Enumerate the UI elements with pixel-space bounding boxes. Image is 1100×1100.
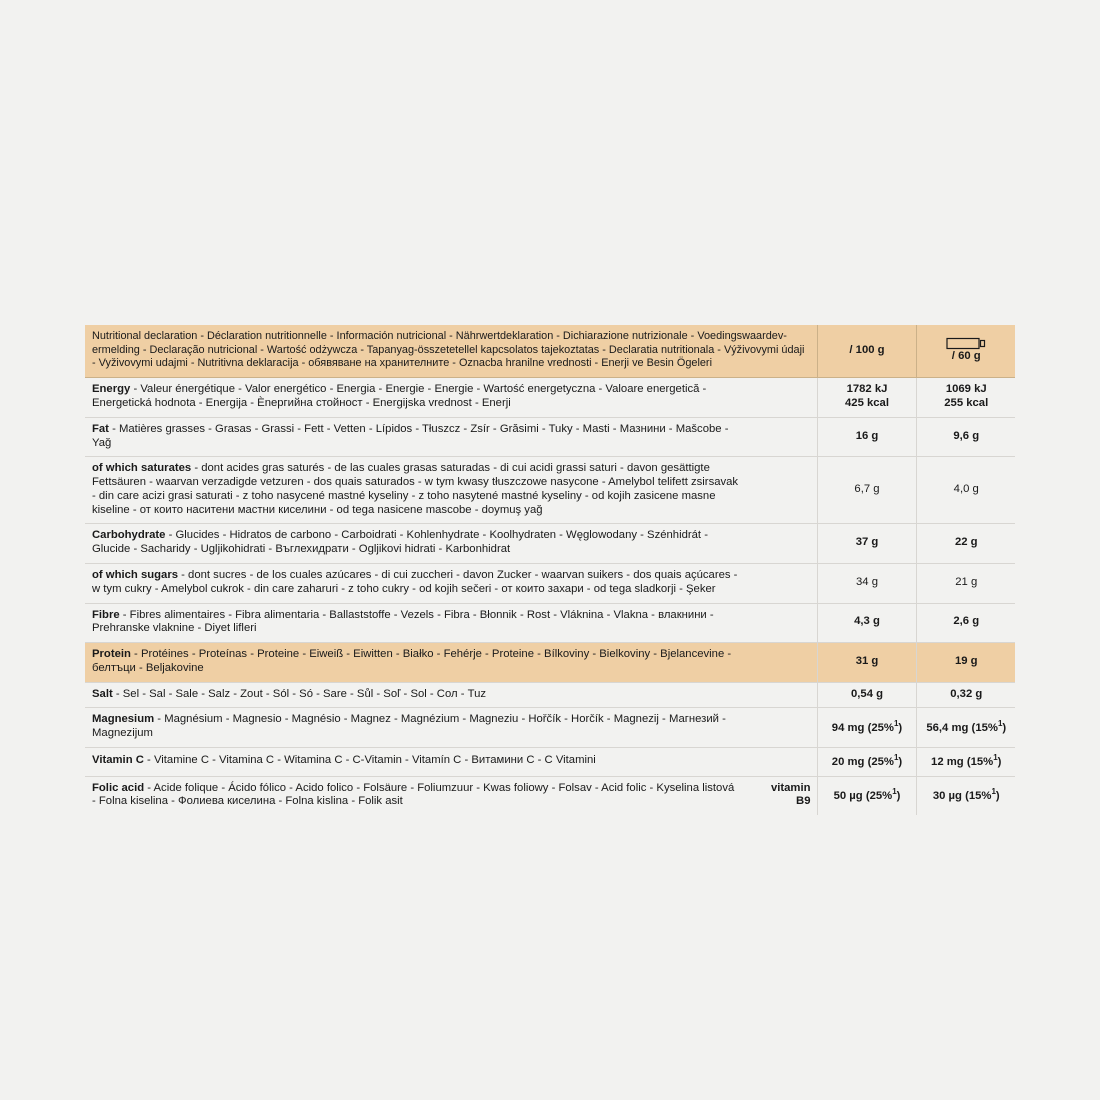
nutrient-name: Fat (92, 422, 109, 435)
value-per-60g-line: 21 g (955, 575, 978, 588)
value-per-100g-suffix: ) (898, 721, 903, 734)
nutrient-description-cell (85, 564, 747, 604)
declaration-languages-text: Nutritional declaration - Déclaration nutritionnelle - Información nutricional - Nährwertdeklaration - Dichiarazione nutrizionale - Voedingswaardev- ermelding - Declaração nutricional - Wartość odżywcza - Tapanyag-összetetellel kapcsolatos tajekoztatas - Declaratia nutritionala - Výživovymi údaji - Vyživovymi udajmi - Nutritivna deklaracija - обявяване на хранителните - Oznacba hranilne vrednosti - Enerji ve Besin Ögeleri (92, 330, 805, 370)
value-per-100g-line: 6,7 g (854, 483, 880, 495)
nutrient-description-cell (85, 457, 747, 524)
nutrient-name: Salt (92, 687, 113, 700)
nutrient-tag (747, 417, 817, 457)
value-per-100g-line: 0,54 g (850, 687, 884, 700)
table-row (85, 417, 1015, 457)
value-per-60g (916, 682, 1015, 708)
nutrient-description-cell (85, 708, 747, 748)
value-per-60g (916, 564, 1015, 604)
value-per-100g-line: 4,3 g (854, 615, 880, 628)
value-per-100g (817, 643, 916, 683)
nutrient-name: Protein (92, 648, 131, 661)
nutrient-translations: - Fibres alimentaires - Fibra alimentaria - Ballaststoffe - Vezels - Fibra - Błonnik - Rost - Vláknina - Vlakna - влакнини - Prehranske vlaknine - Diyet lifleri (92, 608, 714, 635)
nutrient-translations: - dont sucres - de los cuales azúcares - di cui zuccheri - davon Zucker - waarvan suikers - dos quais açúcares - w tym cukry - Amelybol cukrok - din care zaharuri - z toho cukry - od kojih sečeri - от които захари - od tega sladkorji - Şeker (92, 569, 738, 595)
header-column-per-60g (916, 325, 1015, 378)
table-row (85, 748, 1015, 777)
nutrient-description-cell (85, 748, 747, 777)
nutrient-name: Folic acid (92, 781, 145, 794)
nutrient-tag (747, 564, 817, 604)
value-per-100g (817, 457, 916, 524)
nutrient-translations: - Valeur énergétique - Valor energético - Energia - Energie - Energie - Wartość energetyczna - Valoare energetică - Energetická hodnota - Energija - Ènергийна стойност - Energijska vrednost - Enerji (92, 383, 707, 409)
value-per-60g-line: 9,6 g (953, 429, 980, 442)
nutrient-name: Magnesium (92, 713, 155, 726)
value-per-100g (817, 682, 916, 708)
value-per-60g-suffix: ) (997, 755, 1002, 768)
value-per-100g-footnote-marker: 1 (893, 753, 899, 763)
nutrient-name: Fibre (92, 608, 120, 621)
nutrient-description-cell (85, 603, 747, 643)
nutrient-tag (747, 643, 817, 683)
nutrient-tag: vitamin B9 (770, 781, 811, 808)
nutrient-description-cell (85, 643, 747, 683)
value-per-60g-text (924, 787, 1010, 804)
nutrient-name: of which saturates (92, 462, 192, 475)
nutrient-translations: - dont acides gras saturés - de las cuales grasas saturadas - di cui acidi grassi saturi - davon gesättigte Fettsäuren - waarvan verzadigde vetzuren - dos quais saturados - w tym kwasy tłuszczowe nasycone - Amelybol telifett zsirsavak - din care acizi grasi saturati - z toho nasycené mastné kyseliny - z toho nasytené mastné kyseliny - od kojih zasicene masne kiseline - от които наситени мастни киселини - od tega nasicene mascobe - doymuş yağ (92, 462, 739, 516)
nutrient-description-cell (85, 682, 747, 708)
table-row (85, 457, 1015, 524)
nutrient-description-cell (85, 417, 747, 457)
value-per-60g (916, 643, 1015, 683)
nutrient-tag (747, 708, 817, 748)
value-per-100g-line: 37 g (855, 536, 879, 549)
table-header-row (85, 325, 1015, 378)
nutrient-tag (747, 378, 817, 418)
nutrient-tag (747, 524, 817, 564)
value-per-100g-text (825, 719, 910, 736)
value-per-60g (916, 457, 1015, 524)
per-60g-label: / 60 g (951, 350, 981, 363)
table-row (85, 603, 1015, 643)
value-per-100g (817, 708, 916, 748)
value-per-60g (916, 708, 1015, 748)
value-per-60g-line: 1069 kJ (945, 383, 987, 396)
value-per-100g-suffix: ) (898, 755, 903, 768)
value-per-60g-footnote-marker: 1 (997, 718, 1003, 728)
value-per-100g-text (825, 753, 910, 770)
nutrition-table-wrapper (85, 325, 1015, 815)
value-per-60g-footnote-marker: 1 (993, 753, 998, 763)
nutrient-translations: - Magnésium - Magnesio - Magnésio - Magnez - Magnézium - Magneziu - Hořčík - Horčík - Magnezij - Магнезий - Magnezijum (92, 713, 726, 740)
nutrient-name: Carbohydrate (92, 529, 166, 542)
value-per-100g (817, 564, 916, 604)
nutrient-name: Energy (92, 383, 131, 396)
value-per-60g-text (924, 753, 1010, 770)
nutrient-translations: - Vitamine C - Vitamina C - Witamina C - C-Vitamin - Vitamín C - Витамини C - C Vitamini (143, 754, 596, 767)
value-per-60g-amount: 30 µg (15% (932, 789, 992, 802)
value-per-100g (817, 378, 916, 418)
value-per-100g (817, 524, 916, 564)
per-100g-label: / 100 g (849, 343, 885, 356)
value-per-60g-line: 255 kcal (944, 396, 989, 409)
nutrient-translations: - Sel - Sal - Sale - Salz - Zout - Sól - Só - Sare - Sůl - Soľ - Sol - Сол - Tuz (112, 687, 487, 700)
nutrient-tag (747, 748, 817, 777)
value-per-60g-suffix: ) (995, 789, 1000, 802)
nutrient-description-cell (85, 524, 747, 564)
table-row (85, 708, 1015, 748)
value-per-60g (916, 748, 1015, 777)
cereal-bar-icon (946, 337, 986, 350)
value-per-60g (916, 524, 1015, 564)
table-row (85, 564, 1015, 604)
value-per-60g-line: 2,6 g (953, 615, 980, 628)
table-row (85, 378, 1015, 418)
value-per-100g (817, 417, 916, 457)
nutrient-name: of which sugars (92, 569, 178, 582)
value-per-100g (817, 776, 916, 815)
value-per-100g-line: 425 kcal (845, 396, 889, 409)
value-per-60g-amount: 12 mg (15% (931, 755, 994, 768)
table-row (85, 682, 1015, 708)
value-per-60g-amount: 56,4 mg (15% (926, 721, 998, 734)
nutrient-translations: - Protéines - Proteínas - Proteine - Eiweiß - Eiwitten - Białko - Fehérje - Proteine - Bílkoviny - Bielkoviny - Bjelancevine - белтъци - Beljakovine (92, 648, 732, 674)
value-per-100g-suffix: ) (896, 789, 901, 802)
nutrient-translations: - Glucides - Hidratos de carbono - Carboidrati - Kohlenhydrate - Koolhydraten - Węglowodany - Szénhidrát - Glucide - Sacharidy - Ugljikohidrati - Въглехидрати - Ogljikovi hidrati - Karbonhidrat (92, 529, 708, 556)
value-per-100g-text (825, 787, 910, 804)
value-per-60g (916, 603, 1015, 643)
value-per-100g-line: 16 g (855, 429, 879, 442)
value-per-60g-line: 19 g (954, 655, 978, 668)
nutritional-declaration-header-text (85, 325, 817, 378)
value-per-60g (916, 776, 1015, 815)
nutrient-translations: - Matières grasses - Grasas - Grassi - Fett - Vetten - Lípidos - Tłuszcz - Zsír - Grăsimi - Tuky - Masti - Мазнини - Mašcobe - Yağ (92, 422, 729, 449)
value-per-60g-text (924, 719, 1010, 736)
value-per-60g (916, 417, 1015, 457)
table-row (85, 776, 1015, 815)
table-row (85, 524, 1015, 564)
header-column-per-100g (817, 325, 916, 378)
table-row (85, 643, 1015, 683)
value-per-100g-line: 1782 kJ (846, 383, 888, 396)
value-per-100g-footnote-marker: 1 (892, 787, 897, 797)
value-per-60g-line: 4,0 g (953, 483, 979, 495)
nutrient-description-cell (85, 378, 747, 418)
nutrient-tag (747, 603, 817, 643)
nutrient-name: Vitamin C (92, 754, 144, 767)
value-per-100g-footnote-marker: 1 (893, 718, 899, 728)
value-per-100g-amount: 50 µg (25% (833, 789, 893, 802)
value-per-60g-line: 0,32 g (950, 687, 983, 700)
nutrient-tag (747, 457, 817, 524)
value-per-100g-amount: 94 mg (25% (831, 721, 894, 734)
value-per-60g-footnote-marker: 1 (991, 787, 996, 797)
nutrition-table-body (85, 325, 1015, 815)
value-per-60g-suffix: ) (1002, 721, 1007, 734)
nutrient-tag (747, 682, 817, 708)
value-per-100g-amount: 20 mg (25% (831, 755, 894, 768)
value-per-100g (817, 603, 916, 643)
value-per-60g (916, 378, 1015, 418)
nutrient-description-cell (85, 776, 747, 815)
nutrition-declaration-table (85, 325, 1015, 815)
nutrient-translations: - Acide folique - Ácido fólico - Acido folico - Folsäure - Foliumzuur - Kwas foliowy - Folsav - Acid folic - Kyselina listová - Folna kiselina - Фолиева киселина - Folna kislina - Folik asit (92, 781, 735, 808)
value-per-100g-line: 31 g (855, 655, 879, 668)
value-per-60g-line: 22 g (954, 536, 978, 549)
value-per-100g-line: 34 g (856, 575, 878, 588)
value-per-100g (817, 748, 916, 777)
